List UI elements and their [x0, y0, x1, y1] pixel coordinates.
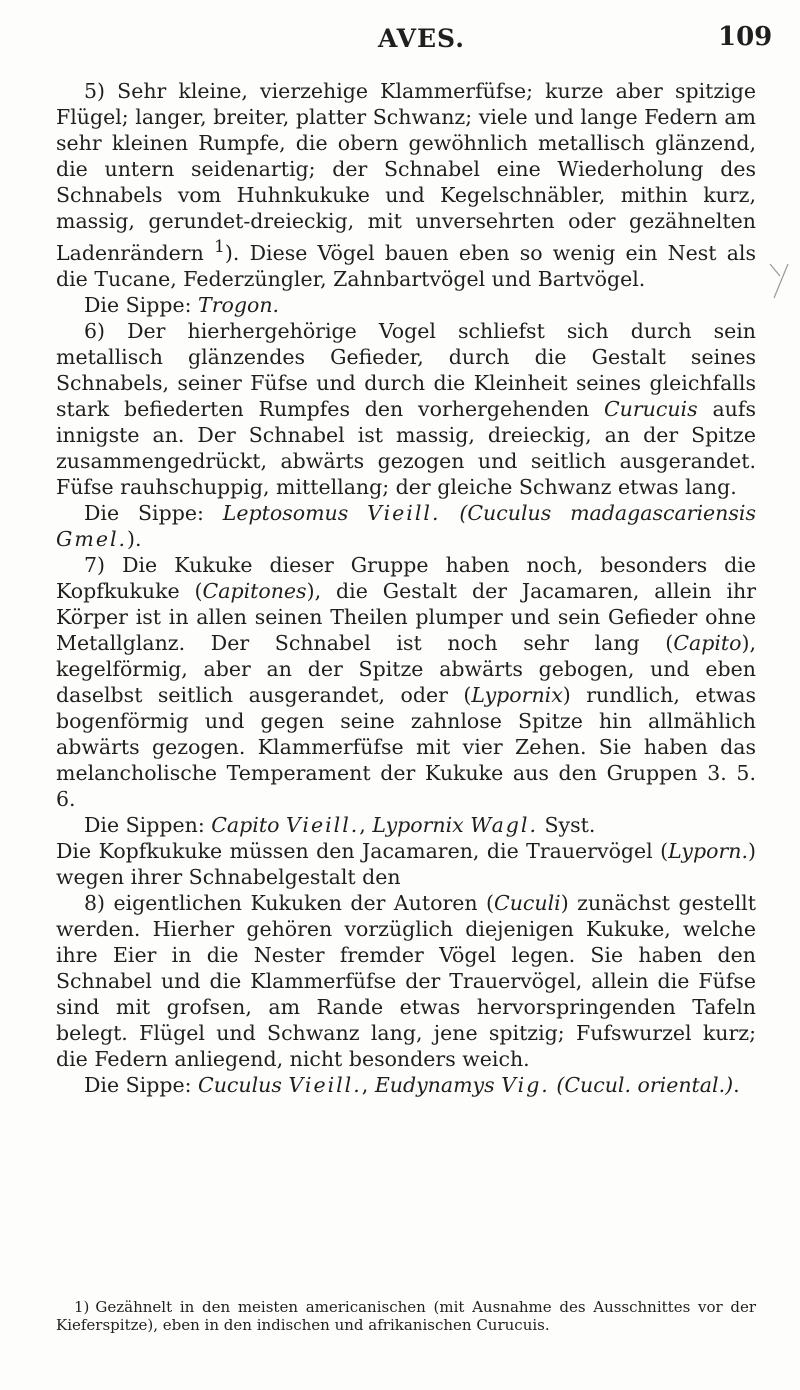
footnote — [56, 1298, 756, 1334]
author-vieillot: Vieill. — [367, 500, 441, 525]
p8-start-text: 8) eigentlichen Kukuken der Autoren ( — [84, 890, 495, 915]
term-curucuis: Curucuis — [603, 396, 698, 421]
footnote-mark: 1) — [74, 1298, 90, 1316]
p7b-start-text: Die Kopfkukuke müssen den Jacamaren, die Trauervögel ( — [56, 838, 669, 863]
author-vigors: Vig. — [501, 1072, 550, 1097]
p8-end-text: ) zunächst gestellt werden. Hierher gehören vorzüglich diejenigen Kukuke, welche ihre Eier in die Nester fremder Vögel legen. Sie haben den Schnabel und die Klammerfüfse der Trauervögel, allein die Füfse sind mit grofsen, am Rande etwas hervorspringenden Tafeln belegt. Flügel und Schwanz lang, jene spitzig; Fufswurzel kurz; die Federn anliegend, nicht besonders weich. — [56, 890, 756, 1071]
paragraph-8 — [56, 890, 756, 1072]
paragraph-7 — [56, 552, 756, 812]
running-head-title: AVES. — [378, 24, 465, 53]
p7-mid2-text: ), kegelförmig, aber an der Spitze abwärts gebogen, und eben daselbst seitlich ausgerandet, oder ( — [56, 630, 756, 707]
genus-leptosomus: Leptosomus — [222, 500, 349, 525]
genus-eudynamys: Eudynamys — [374, 1072, 495, 1097]
genus-trogon: Trogon. — [198, 292, 280, 317]
sippen-capito-lypornix: Die Sippen: Capito Vieill., Lypornix Wagl. Syst. — [84, 812, 596, 837]
closing-paren: ). — [127, 526, 142, 551]
sippe-label: Die Sippe: — [84, 292, 199, 317]
p7-end-text: ) rundlich, etwas bogenförmig und gegen seine zahnlose Spitze hin allmählich abwärts gezogen. Klammerfüfse mit vier Zehen. Sie haben das melancholische Temperament der Kukuke aus den Gruppen 3. 5. 6. — [56, 682, 756, 811]
p7b-end-text: ) wegen ihrer Schnabelgestalt den — [56, 838, 756, 889]
genus-lypornix: Lypornix — [372, 812, 464, 837]
sippe-trogon — [56, 292, 756, 318]
footnote-text: Gezähnelt in den meisten americanischen (mit Ausnahme des Ausschnittes vor der Kieferspitze), eben in den indischen und afrikanischen Curucuis. — [56, 1298, 756, 1334]
closing-period: . — [733, 1072, 740, 1097]
sippe-label: Die Sippe: — [84, 500, 223, 525]
p7-mid1-text: ), die Gestalt der Jacamaren, allein ihr Körper ist in allen seinen Theilen plumper und sein Gefieder ohne Metallglanz. Der Schnabel ist noch sehr lang ( — [56, 578, 757, 655]
author-gmelin: Gmel. — [56, 526, 128, 551]
paragraph-7b — [56, 838, 756, 890]
sippe-leptosomus — [56, 500, 756, 552]
term-lypornix: Lypornix — [471, 682, 563, 707]
author-wagler: Wagl. — [470, 812, 538, 837]
margin-pencil-mark — [768, 262, 790, 286]
p6-end-text: aufs innigste an. Der Schnabel ist massig, dreieckig, an der Spitze zusammengedrückt, abwärts gezogen und seitlich ausgerandet. Füfse rauhschuppig, mittellang; der gleiche Schwanz etwas lang. — [56, 396, 756, 499]
footnote-reference: 1 — [213, 237, 225, 257]
paragraph-5 — [56, 78, 756, 292]
genus-cuculus: Cuculus — [198, 1072, 282, 1097]
p7-start-text: 7) Die Kukuke dieser Gruppe haben noch, besonders die Kopfkukuke ( — [56, 552, 756, 603]
p5-close-text: ). Diese Vögel bauen eben so wenig ein Nest als die Tucane, Federzüngler, Zahnbartvögel und Bartvögel. — [56, 240, 756, 291]
author-vieillot: Vieill. — [285, 812, 360, 837]
genus-capito: Capito — [211, 812, 280, 837]
paragraph-6 — [56, 318, 756, 500]
term-lyporn: Lyporn. — [668, 838, 748, 863]
sippen-label: Die Sippen: — [84, 812, 212, 837]
running-head — [0, 20, 800, 60]
page-number: 109 — [718, 22, 773, 52]
term-capito: Capito — [673, 630, 742, 655]
term-capitones: Capitones — [202, 578, 307, 603]
sippe-label: Die Sippe: — [84, 1072, 199, 1097]
author-vieillot: Vieill. — [288, 1072, 362, 1097]
main-text — [56, 78, 756, 1098]
synonym-cuculus-madagascariensis: (Cuculus madagascariensis — [459, 500, 756, 525]
sippe-cuculus: Die Sippe: Cuculus Vieill., Eudynamys Vig. (Cucul. oriental.). — [84, 1072, 740, 1097]
p5-intro-text: 5) Sehr kleine, vierzehige Klammerfüfse; kurze aber spitzige Flügel; langer, breiter, platter Schwanz; viele und lange Federn am sehr kleinen Rumpfe, die obern gewöhnlich metallisch glänzend, die untern seidenartig; der Schnabel eine Wiederholung des Schnabels vom Huhnkukuke und Kegelschnäbler, mithin kurz, massig, gerundet-dreieckig, mit unversehrten oder gezähnelten Ladenrändern — [56, 79, 756, 265]
p6-start-text: 6) Der hierhergehörige Vogel schliefst sich durch sein metallisch glänzendes Gefieder, durch die Gestalt seines Schnabels, seiner Füfse und durch die Kleinheit seines gleichfalls stark befiederten Rumpfes den vorhergehenden — [56, 318, 756, 421]
pencil-stroke-icon — [768, 262, 790, 302]
systema-abbrev: Syst. — [538, 812, 596, 837]
synonym-cuculus-orientalis: (Cucul. oriental.) — [556, 1072, 734, 1097]
term-cuculi: Cuculi — [494, 890, 561, 915]
